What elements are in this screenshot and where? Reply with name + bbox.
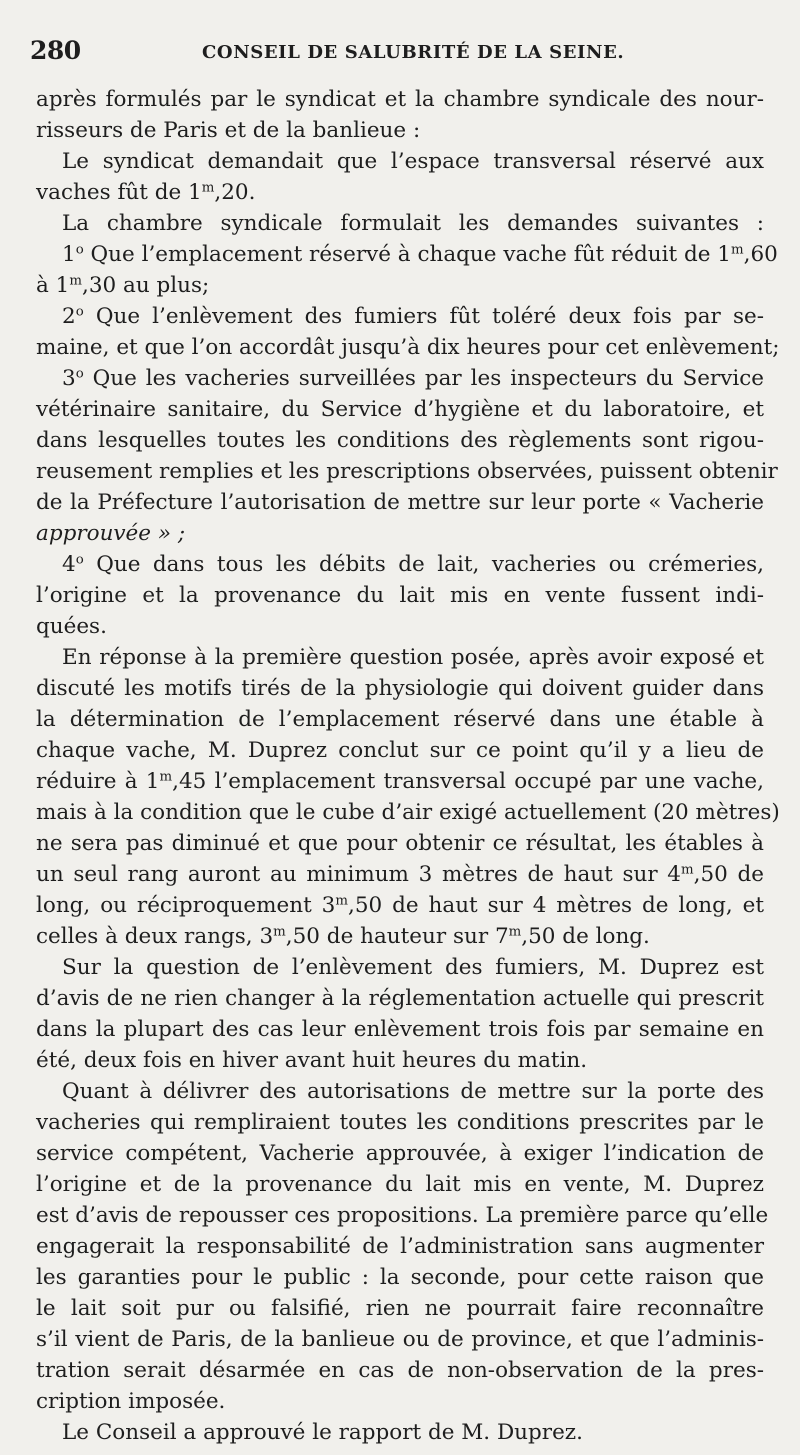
text-line: vacheries qui rempliraient toutes les conditions prescrites par le (36, 1110, 764, 1135)
text-line: cription imposée. (36, 1389, 226, 1414)
text-line: s’il vient de Paris, de la banlieue ou de province, et que l’adminis- (36, 1327, 764, 1352)
text-line: risseurs de Paris et de la banlieue : (36, 118, 421, 143)
text-line: dans lesquelles toutes les conditions des règlements sont rigou- (36, 428, 764, 453)
running-title: CONSEIL DE SALUBRITÉ DE LA SEINE. (202, 42, 625, 63)
text-line: Le syndicat demandait que l’espace transversal réservé aux (62, 149, 764, 174)
text-line: à 1$^m$,30 au plus; (36, 273, 210, 298)
text-line: le lait soit pur ou falsifié, rien ne pourrait faire reconnaître (36, 1296, 764, 1321)
text-line: reusement remplies et les prescriptions observées, puissent obtenir (36, 459, 778, 484)
text-line: engagerait la responsabilité de l’administration sans augmenter (36, 1234, 764, 1259)
text-line: chaque vache, M. Duprez conclut sur ce point qu’il y a lieu de (36, 738, 764, 763)
text-line: mais à la condition que le cube d’air exigé actuellement (20 mètres) (36, 800, 780, 825)
text-line: Sur la question de l’enlèvement des fumiers, M. Duprez est (62, 955, 764, 980)
text-line: vétérinaire sanitaire, du Service d’hygiène et du laboratoire, et (36, 397, 764, 422)
text-line: 1$^o$ Que l’emplacement réservé à chaque vache fût réduit de 1$^m$,60 (62, 242, 778, 267)
text-line: vaches fût de 1$^m$,20. (36, 180, 256, 205)
text-line: Le Conseil a approuvé le rapport de M. Duprez. (62, 1420, 583, 1445)
text-line: un seul rang auront au minimum 3 mètres de haut sur 4$^m$,50 de (36, 862, 764, 887)
text-line: l’origine et de la provenance du lait mis en vente, M. Duprez (36, 1172, 764, 1197)
text-line: d’avis de ne rien changer à la réglementation actuelle qui prescrit (36, 986, 764, 1011)
text-line: approuvée » ; (36, 521, 186, 546)
text-line: après formulés par le syndicat et la chambre syndicale des nour- (36, 87, 764, 112)
page-header (30, 36, 770, 70)
text-line: ne sera pas diminué et que pour obtenir ce résultat, les étables à (36, 831, 764, 856)
text-line: tration serait désarmée en cas de non-observation de la pres- (36, 1358, 764, 1383)
text-line: dans la plupart des cas leur enlèvement trois fois par semaine en (36, 1017, 764, 1042)
text-line: la détermination de l’emplacement réservé dans une étable à (36, 707, 764, 732)
text-line: 4$^o$ Que dans tous les débits de lait, vacheries ou crémeries, (62, 552, 764, 577)
text-line: service compétent, Vacherie approuvée, à exiger l’indication de (36, 1141, 764, 1166)
text-line: En réponse à la première question posée, après avoir exposé et (62, 645, 764, 670)
text-line: La chambre syndicale formulait les demandes suivantes : (62, 211, 764, 236)
page-number: 280 (30, 36, 81, 65)
text-line: 3$^o$ Que les vacheries surveillées par les inspecteurs du Service (62, 366, 764, 391)
text-line: Quant à délivrer des autorisations de mettre sur la porte des (62, 1079, 764, 1104)
text-line: quées. (36, 614, 107, 639)
text-line: celles à deux rangs, 3$^m$,50 de hauteur sur 7$^m$,50 de long. (36, 924, 650, 949)
text-line: 2$^o$ Que l’enlèvement des fumiers fût toléré deux fois par se- (62, 304, 764, 329)
text-line: long, ou réciproquement 3$^m$,50 de haut sur 4 mètres de long, et (36, 893, 764, 918)
body-text (36, 84, 780, 1448)
text-line: l’origine et la provenance du lait mis en vente fussent indi- (36, 583, 764, 608)
text-line: de la Préfecture l’autorisation de mettre sur leur porte « Vacherie (36, 490, 764, 515)
text-line: maine, et que l’on accordât jusqu’à dix heures pour cet enlèvement; (36, 335, 780, 360)
text-line: été, deux fois en hiver avant huit heures du matin. (36, 1048, 588, 1073)
text-line: réduire à 1$^m$,45 l’emplacement transversal occupé par une vache, (36, 769, 764, 794)
text-line: est d’avis de repousser ces propositions. La première parce qu’elle (36, 1203, 769, 1228)
text-line: les garanties pour le public : la seconde, pour cette raison que (36, 1265, 764, 1290)
text-line: discuté les motifs tirés de la physiologie qui doivent guider dans (36, 676, 764, 701)
